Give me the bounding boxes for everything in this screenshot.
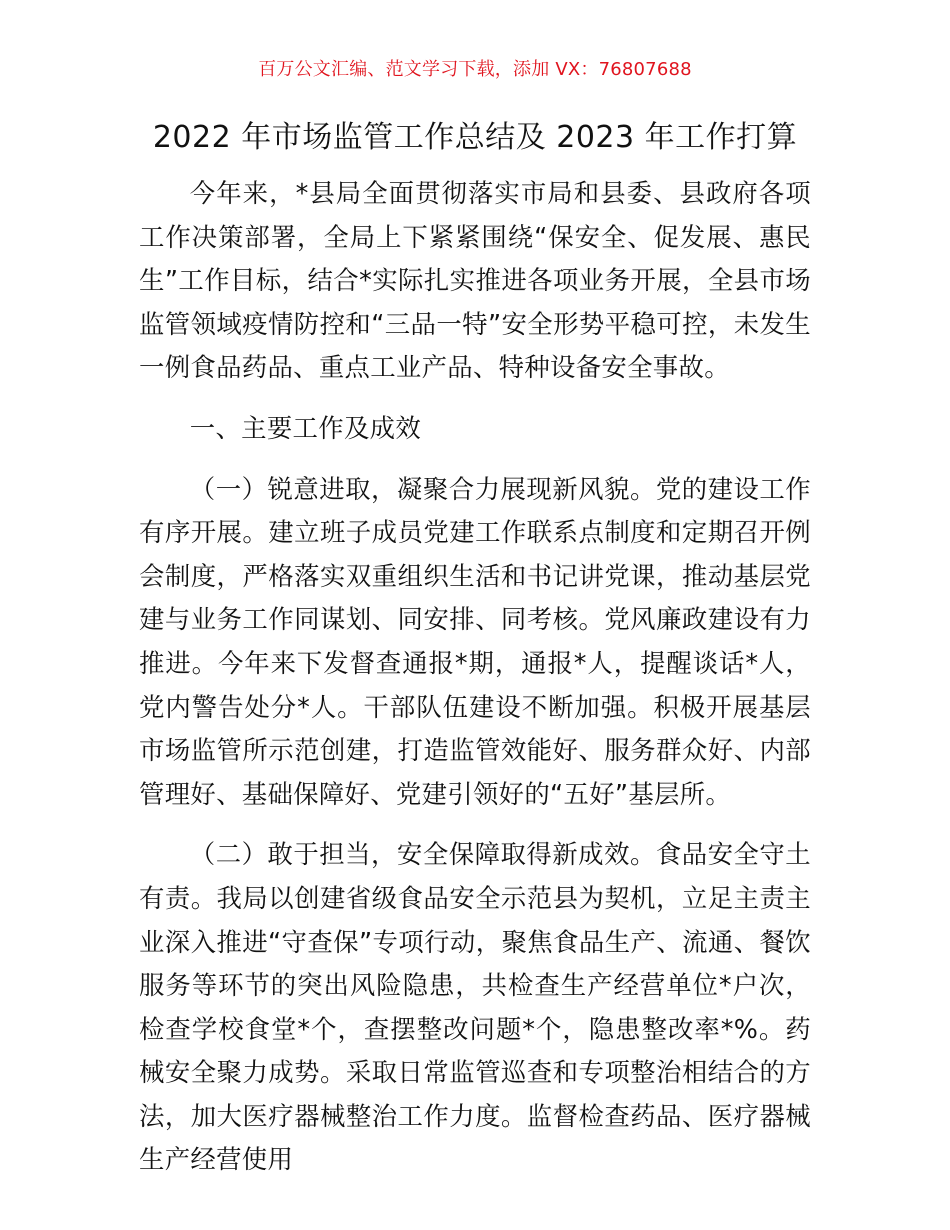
document-title: 2022 年市场监管工作总结及 2023 年工作打算	[152, 120, 798, 155]
paragraph-party-building: （一）锐意进取，凝聚合力展现新风貌。党的建设工作有序开展。建立班子成员党建工作联系点制度和定期召开例会制度，严格落实双重组织生活和书记讲党课，推动基层党建与业务工作同谋划、同安排、同考核。党风廉政建设有力推进。今年来下发督查通报*期，通报*人，提醒谈话*人，党内警告处分*人。干部队伍建设不断加强。积极开展基层市场监管所示范创建，打造监管效能好、服务群众好、内部管理好、基础保障好、党建引领好的“五好”基层所。	[139, 473, 811, 809]
document-body	[139, 172, 811, 1182]
section-heading-main-work: 一、主要工作及成效	[189, 412, 422, 443]
watermark-banner: 百万公文汇编、范文学习下载，添加 VX：76807688	[258, 59, 692, 80]
paragraph-safety-assurance: （二）敢于担当，安全保障取得新成效。食品安全守土有责。我局以创建省级食品安全示范县为契机，立足主责主业深入推进“守查保”专项行动，聚焦食品生产、流通、餐饮服务等环节的突出风险隐患，共检查生产经营单位*户次，检查学校食堂*个，查摆整改问题*个，隐患整改率*%。药械安全聚力成势。采取日常监管巡查和专项整治相结合的方法，加大医疗器械整治工作力度。监督检查药品、医疗器械生产经营使用	[139, 839, 811, 1175]
intro-paragraph: 今年来，*县局全面贯彻落实市局和县委、县政府各项工作决策部署，全局上下紧紧围绕“保安全、促发展、惠民生”工作目标，结合*实际扎实推进各项业务开展，全县市场监管领域疫情防控和“三品一特”安全形势平稳可控，未发生一例食品药品、重点工业产品、特种设备安全事故。	[139, 178, 811, 383]
